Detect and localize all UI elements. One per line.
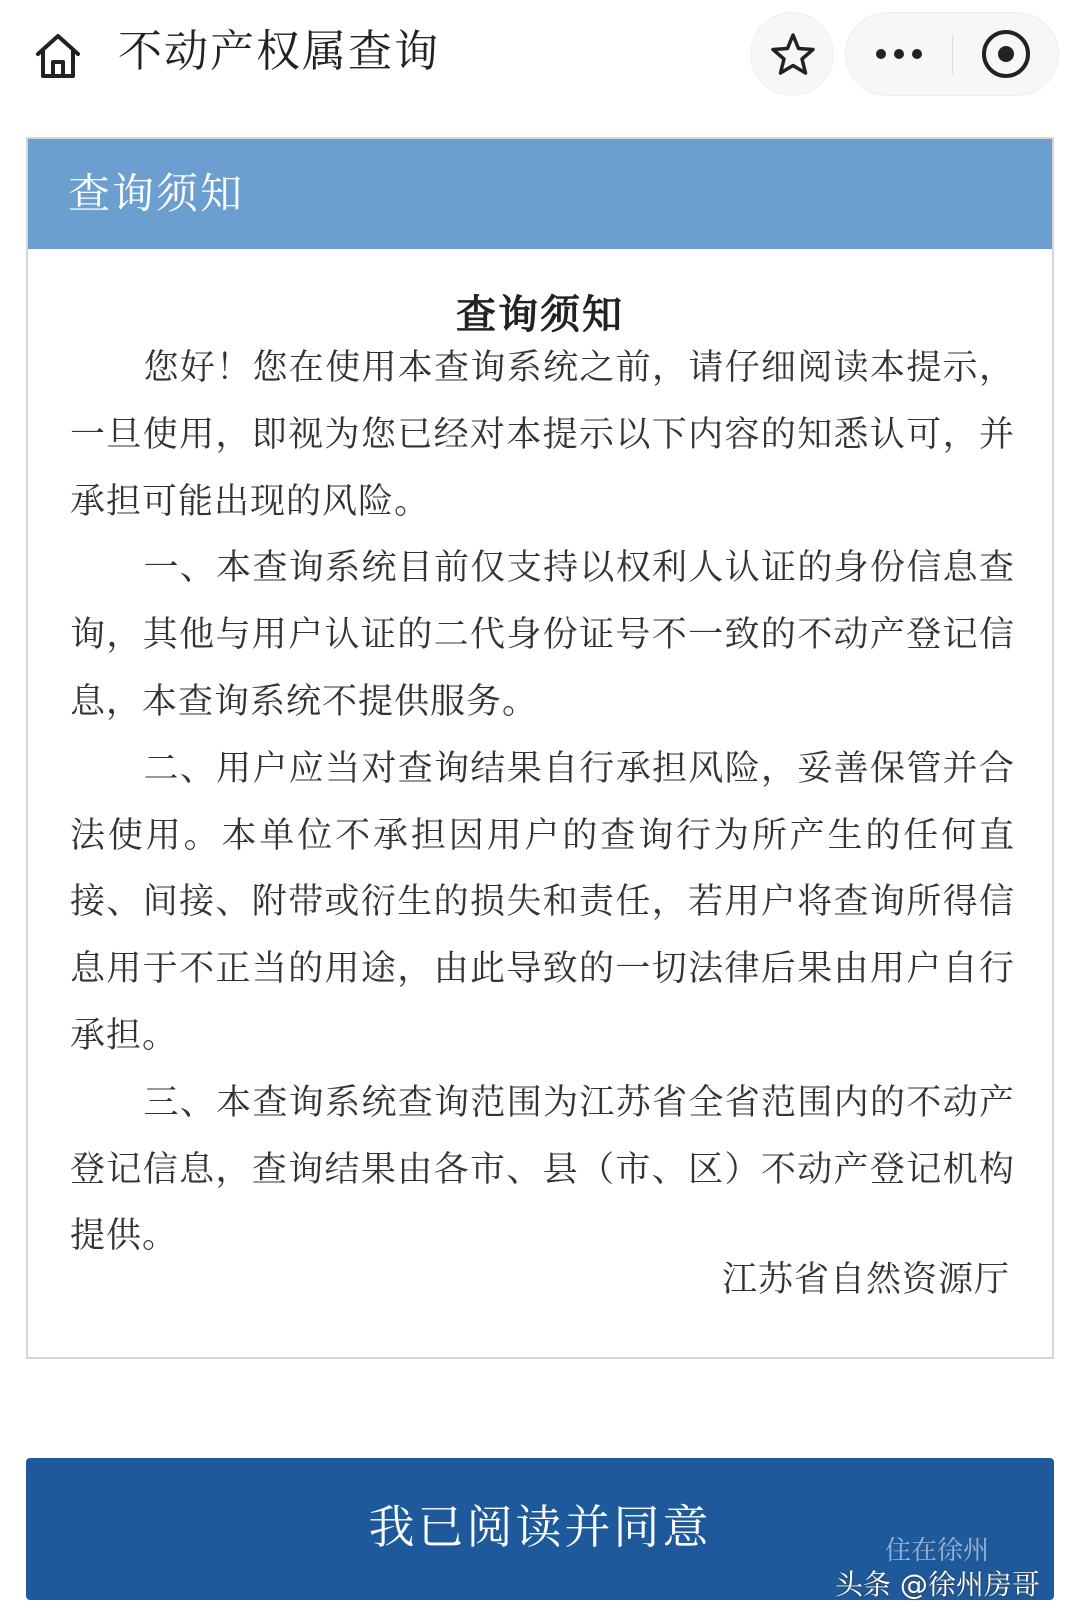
notice-paragraph-3: 三、本查询系统查询范围为江苏省全省范围内的不动产登记信息，查询结果由各市、县（市、区）不动产登记机构提供。 [70,1082,1015,1257]
notice-panel [26,137,1054,1359]
panel-header [28,139,1052,249]
home-icon [30,28,86,84]
target-close-icon [953,13,1059,95]
notice-paragraph-1: 一、本查询系统目前仅支持以权利人认证的身份信息查询，其他与用户认证的二代身份证号不一致的不动产登记信息，本查询系统不提供服务。 [70,548,1015,722]
notice-body [70,335,1015,1270]
notice-paragraph-intro: 您好！您在使用本查询系统之前，请仔细阅读本提示，一旦使用，即视为您已经对本提示以下内容的知悉认可，并承担可能出现的风险。 [70,348,1015,522]
page-title: 不动产权属查询 [118,26,440,77]
watermark-line2: 头条 @徐州房哥 [835,1568,1040,1601]
agree-button-label: 我已阅读并同意 [368,1500,712,1554]
notice-paragraph-2: 二、用户应当对查询结果自行承担风险，妥善保管并合法使用。本单位不承担因用户的查询行为所产生的任何直接、间接、附带或衍生的损失和责任，若用户将查询所得信息用于不正当的用途，由此导致的一切法律后果由用户自行承担。 [70,748,1015,1056]
notice-signature: 江苏省自然资源厅 [721,1260,1010,1300]
panel-header-title: 查询须知 [68,169,245,218]
nav-bar [0,0,1080,110]
notice-title: 查询须知 [456,292,624,338]
home-button[interactable] [30,28,86,84]
close-miniprogram-button[interactable] [953,13,1059,95]
more-dots-icon [846,13,952,95]
favorite-button[interactable] [750,12,834,96]
star-icon [751,13,835,97]
watermark-line1: 住在徐州 [885,1536,990,1566]
more-button[interactable] [846,13,952,95]
menu-capsule [845,12,1059,96]
